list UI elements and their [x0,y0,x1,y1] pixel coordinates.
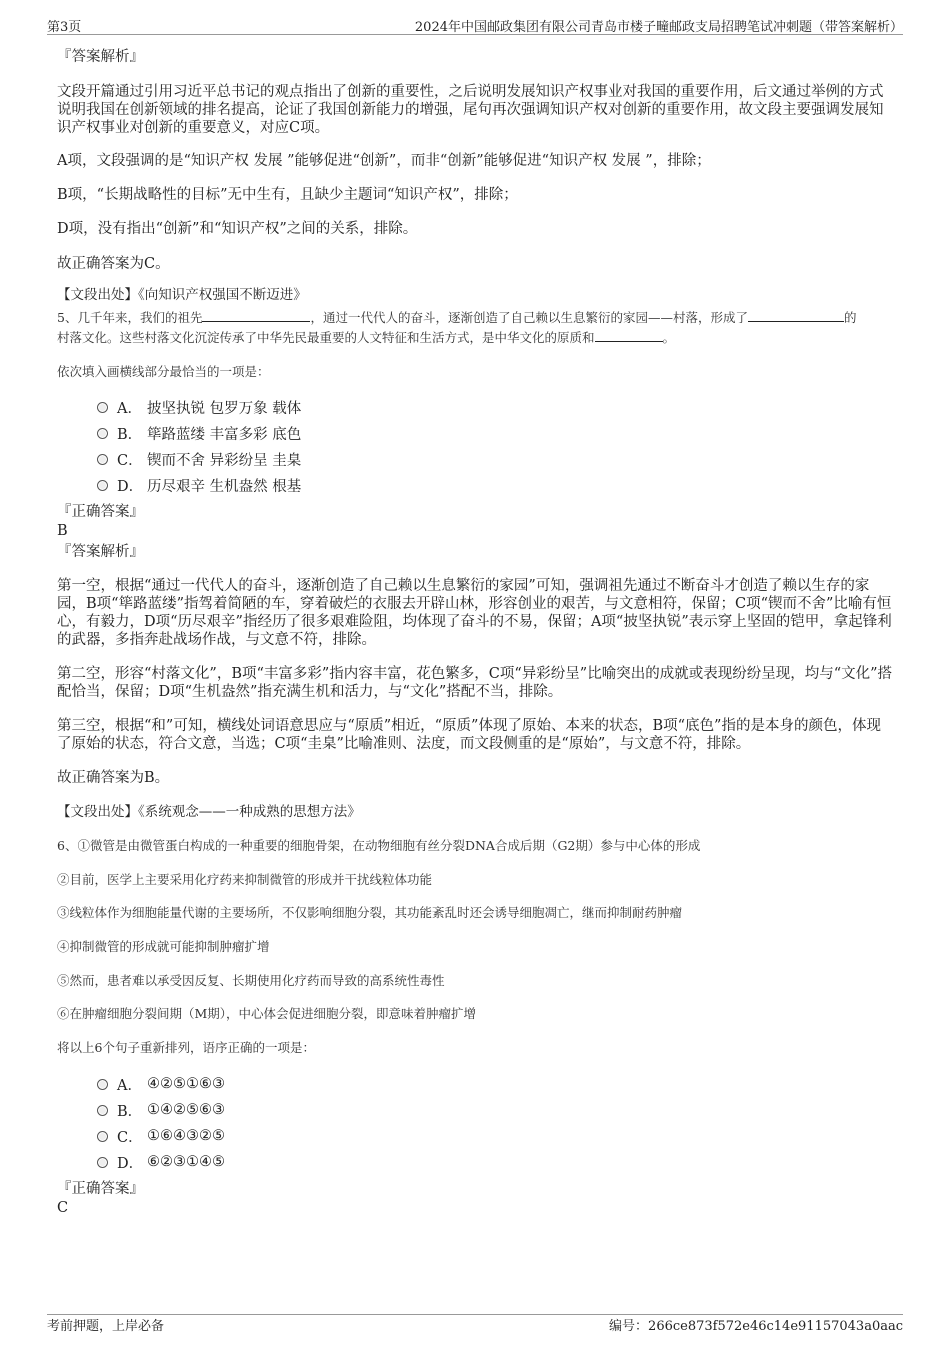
q5-stem-e: 。 [662,330,676,345]
q5-stem-b: ，通过一代代人的奋斗，逐渐创造了自己赖以生息繁衍的家园——村落，形成了 [310,310,748,325]
q4-source: 【文段出处】《向知识产权强国不断迈进》 [57,287,307,303]
q6-option-d[interactable]: D． ⑥②③①④⑤ [97,1149,225,1175]
q5-option-c[interactable]: C． 锲而不舍 异彩纷呈 圭臬 [97,446,301,472]
q5-blank-2 [748,309,844,322]
q4-analysis-a: A项，文段强调的是“知识产权 发展 ”能够促进“创新”，而非“创新”能够促进“知识产权 发展 ”，排除； [57,153,711,169]
q5-answer: B [57,523,68,539]
q5-option-b[interactable]: B． 筚路蓝缕 丰富多彩 底色 [97,420,301,446]
q6-answer-label: 『正确答案』 [57,1181,144,1197]
q6-sentence-3: ③线粒体作为细胞能量代谢的主要场所，不仅影响细胞分裂，其功能紊乱时还会诱导细胞凋亡，继而抑制耐药肿瘤 [57,905,683,920]
footer-slogan: 考前押题，上岸必备 [47,1319,165,1334]
q6-answer: C [57,1200,69,1216]
q6-sentence-4: ④抑制微管的形成就可能抑制肿瘤扩增 [57,939,270,954]
q6-sentence-2: ②目前，医学上主要采用化疗药来抑制微管的形成并干扰线粒体功能 [57,872,433,887]
radio-icon[interactable] [97,1131,108,1142]
q5-source: 【文段出处】《系统观念——一种成熟的思想方法》 [57,804,361,820]
q5-options [97,394,301,498]
q6-sentence-1: 6、①微管是由微管蛋白构成的一种重要的细胞骨架，在动物细胞有丝分裂DNA合成后期（G2期）参与中心体的形成 [57,838,701,853]
q5-stem-c: 的 [843,310,857,325]
radio-icon[interactable] [97,1079,108,1090]
footer-serial: 编号：266ce873f572e46c14e91157043a0aac [609,1319,903,1334]
q5-stem-d: 村落文化。这些村落文化沉淀传承了中华先民最重要的人文特征和生活方式，是中华文化的原质和 [57,330,595,345]
q5-analysis-p2: 第二空，形容“村落文化”，B项“丰富多彩”指内容丰富，花色繁多，C项“异彩纷呈”比喻突出的成就或表现纷纷呈现，均与“文化”搭配恰当，保留；D项“生机盎然”指充满生机和活力，与“文化”搭配不当，排除。 [57,666,893,700]
page-number: 第3页 [47,20,82,35]
q5-conclusion: 故正确答案为B。 [57,770,170,786]
q6-option-a[interactable]: A． ④②⑤①⑥③ [97,1071,225,1097]
q5-analysis-p3: 第三空，根据“和”可知，横线处词语意思应与“原质”相近，“原质”体现了原始、本来的状态，B项“底色”指的是本身的颜色，体现了原始的状态，符合文意，当选；C项“圭臬”比喻准则、法度，而文段侧重的是“原始”，与文意不符，排除。 [57,718,881,752]
q5-answer-label: 『正确答案』 [57,504,144,520]
q6-sentence-6: ⑥在肿瘤细胞分裂间期（M期），中心体会促进细胞分裂，即意味着肿瘤扩增 [57,1006,477,1021]
q5-analysis-p1: 第一空，根据“通过一代代人的奋斗，逐渐创造了自己赖以生息繁衍的家园”可知，强调祖先通过不断奋斗才创造了赖以生存的家园，B项“筚路蓝缕”指驾着简陋的车，穿着破烂的衣服去开辟山林，形容创业的艰苦，与文意相符，保留；C项“锲而不舍”比喻有恒心，有毅力，D项“历尽艰辛”指经历了很多艰难险阻，均体现了奋斗的不易，保留；A项“披坚执锐”表示穿上坚固的铠甲，拿起锋利的武器，多指奔赴战场作战，与文意不符，排除。 [57,578,892,648]
q4-analysis-p1: 文段开篇通过引用习近平总书记的观点指出了创新的重要性，之后说明发展知识产权事业对我国的重要作用，后文通过举例的方式说明我国在创新领域的排名提高，论证了我国创新能力的增强，尾句再次强调知识产权对创新的重要作用，故文段主要强调发展知识产权事业对创新的重要意义，对应C项。 [57,84,884,136]
radio-icon[interactable] [97,454,108,465]
q5-stem [57,308,895,348]
q6-option-c[interactable]: C． ①⑥④③②⑤ [97,1123,225,1149]
page-header [47,14,903,35]
q6-sentence-5: ⑤然而，患者难以承受因反复、长期使用化疗药而导致的高系统性毒性 [57,973,445,988]
q5-blank-1 [202,309,310,322]
q4-analysis-b: B项，“长期战略性的目标”无中生有，且缺少主题词“知识产权”，排除； [57,187,518,203]
document-title: 2024年中国邮政集团有限公司青岛市楼子疃邮政支局招聘笔试冲刺题（带答案解析） [414,20,903,35]
q6-options [97,1071,225,1175]
radio-icon[interactable] [97,1157,108,1168]
q5-analysis-label: 『答案解析』 [57,544,144,560]
q5-option-d[interactable]: D． 历尽艰辛 生机盎然 根基 [97,472,301,498]
radio-icon[interactable] [97,402,108,413]
radio-icon[interactable] [97,480,108,491]
q5-blank-3 [595,329,663,342]
q5-prompt: 依次填入画横线部分最恰当的一项是： [57,364,270,379]
q4-analysis-label: 『答案解析』 [57,49,144,65]
page-footer [47,1314,903,1334]
radio-icon[interactable] [97,428,108,439]
q5-stem-a: 5、几千年来，我们的祖先 [57,310,203,325]
q4-analysis-d: D项，没有指出“创新”和“知识产权”之间的关系，排除。 [57,221,418,237]
radio-icon[interactable] [97,1105,108,1116]
q6-option-b[interactable]: B． ①④②⑤⑥③ [97,1097,225,1123]
q6-prompt: 将以上6个句子重新排列，语序正确的一项是： [57,1040,315,1055]
q4-conclusion: 故正确答案为C。 [57,256,170,272]
q5-option-a[interactable]: A． 披坚执锐 包罗万象 载体 [97,394,301,420]
